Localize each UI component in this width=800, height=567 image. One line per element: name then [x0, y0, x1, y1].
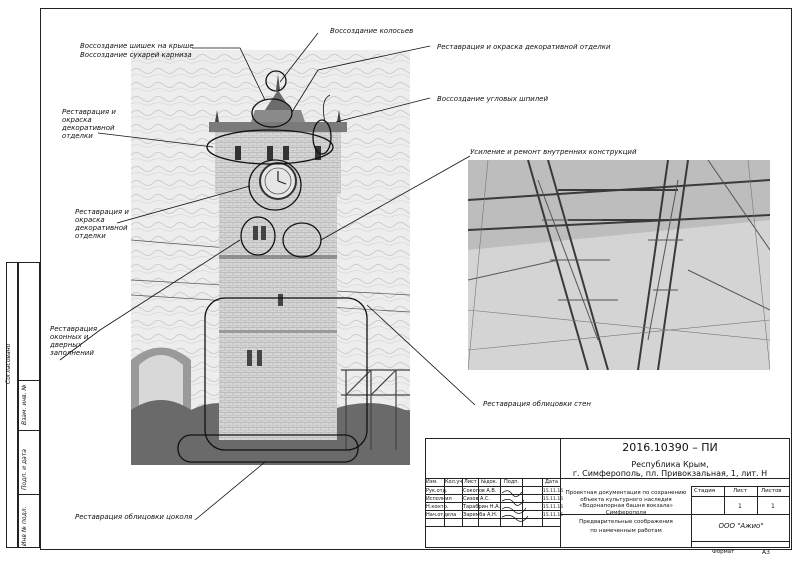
sheet-no: 1 — [738, 503, 742, 510]
tb-name-3: Заремба А.Н. — [463, 512, 498, 518]
tb-name-0: Соколов А.В. — [463, 488, 497, 494]
sheets-label: Листов — [761, 488, 782, 494]
signatures — [500, 488, 545, 528]
tb-role-0: Рук.отд. — [426, 488, 448, 494]
tb-name-1: Сизов А.С. — [463, 496, 491, 502]
tb-header-3: №док. — [481, 479, 498, 485]
label-restore-left1: Реставрация и окраска декоративной отделки — [62, 108, 116, 140]
label-restore-top: Реставрация и окраска декоративной отделки — [437, 43, 611, 51]
callout-plinth — [178, 435, 358, 462]
callout-walls-box — [205, 298, 367, 450]
callout-window-upper — [241, 217, 275, 255]
label-ears: Воссоздание колосьев — [330, 27, 414, 35]
object-title: Проектная документация по сохранению объекта культурного наследия «Водонапорная башня вокзала» Симферополя — [565, 490, 687, 516]
tb-header-1: Кол.уч — [445, 479, 463, 485]
label-spires: Воссоздание угловых шпилей — [437, 95, 549, 103]
sheet-title-1: Предварительные соображения — [579, 519, 673, 525]
tb-date-2: 15.11.16 — [543, 505, 564, 510]
label-windows: Реставрация оконных и дверных заполнений — [50, 325, 98, 357]
label-roof-1: Воссоздание шишек на крыше — [80, 42, 194, 50]
sheet-label: Лист — [733, 488, 747, 494]
tb-header-2: Лист — [464, 479, 477, 485]
tb-header-5: Дата — [545, 479, 558, 485]
callout-wall — [283, 223, 321, 257]
stage-label: Стадия — [694, 488, 716, 494]
side-sign-date: Подп. и дата — [21, 449, 28, 490]
tb-header-4: Подп. — [504, 479, 520, 485]
side-inv-orig: Инв № подл. — [21, 506, 28, 546]
label-plinth: Реставрация облицовки цоколя — [75, 513, 193, 521]
company-name: ООО "Ажио" — [718, 522, 764, 530]
label-walls: Реставрация облицовки стен — [483, 400, 591, 408]
address-line-2: г. Симферополь, пл. Привокзальная, 1, лит. Н — [572, 469, 768, 478]
tb-date-0: 15.11.16 — [543, 489, 564, 494]
sheet-code: 2016.10390 – ПИ — [622, 441, 718, 454]
tb-date-3: 15.11.16 — [543, 513, 564, 518]
side-agreed: Согласовано — [5, 343, 12, 384]
side-inv-replace: Взам. инв. № — [21, 384, 28, 425]
label-roof-2: Воссоздание сухарей карниза — [80, 51, 192, 59]
format-label: Формат — [712, 549, 735, 555]
tb-role-3: Нач.отдела — [426, 512, 457, 518]
tb-header-0: Изм. — [426, 479, 438, 485]
tb-role-2: Н.контр. — [426, 504, 449, 510]
tb-name-2: Тарабрин Н.А. — [463, 504, 501, 510]
tb-role-1: Исполнил — [426, 496, 452, 502]
label-internal: Усиление и ремонт внутренних конструкций — [470, 148, 637, 156]
callout-clock — [249, 160, 301, 210]
address-line-1: Республика Крым, — [631, 460, 709, 469]
callout-roof — [252, 99, 292, 127]
sheets-total: 1 — [771, 503, 775, 510]
callout-ears — [266, 71, 286, 91]
label-restore-left2: Реставрация и окраска декоративной отделки — [75, 208, 129, 240]
sheet-title-2: по намеченным работам — [590, 528, 662, 534]
tb-date-1: 15.11.16 — [543, 497, 564, 502]
format-value: А3 — [762, 549, 770, 556]
